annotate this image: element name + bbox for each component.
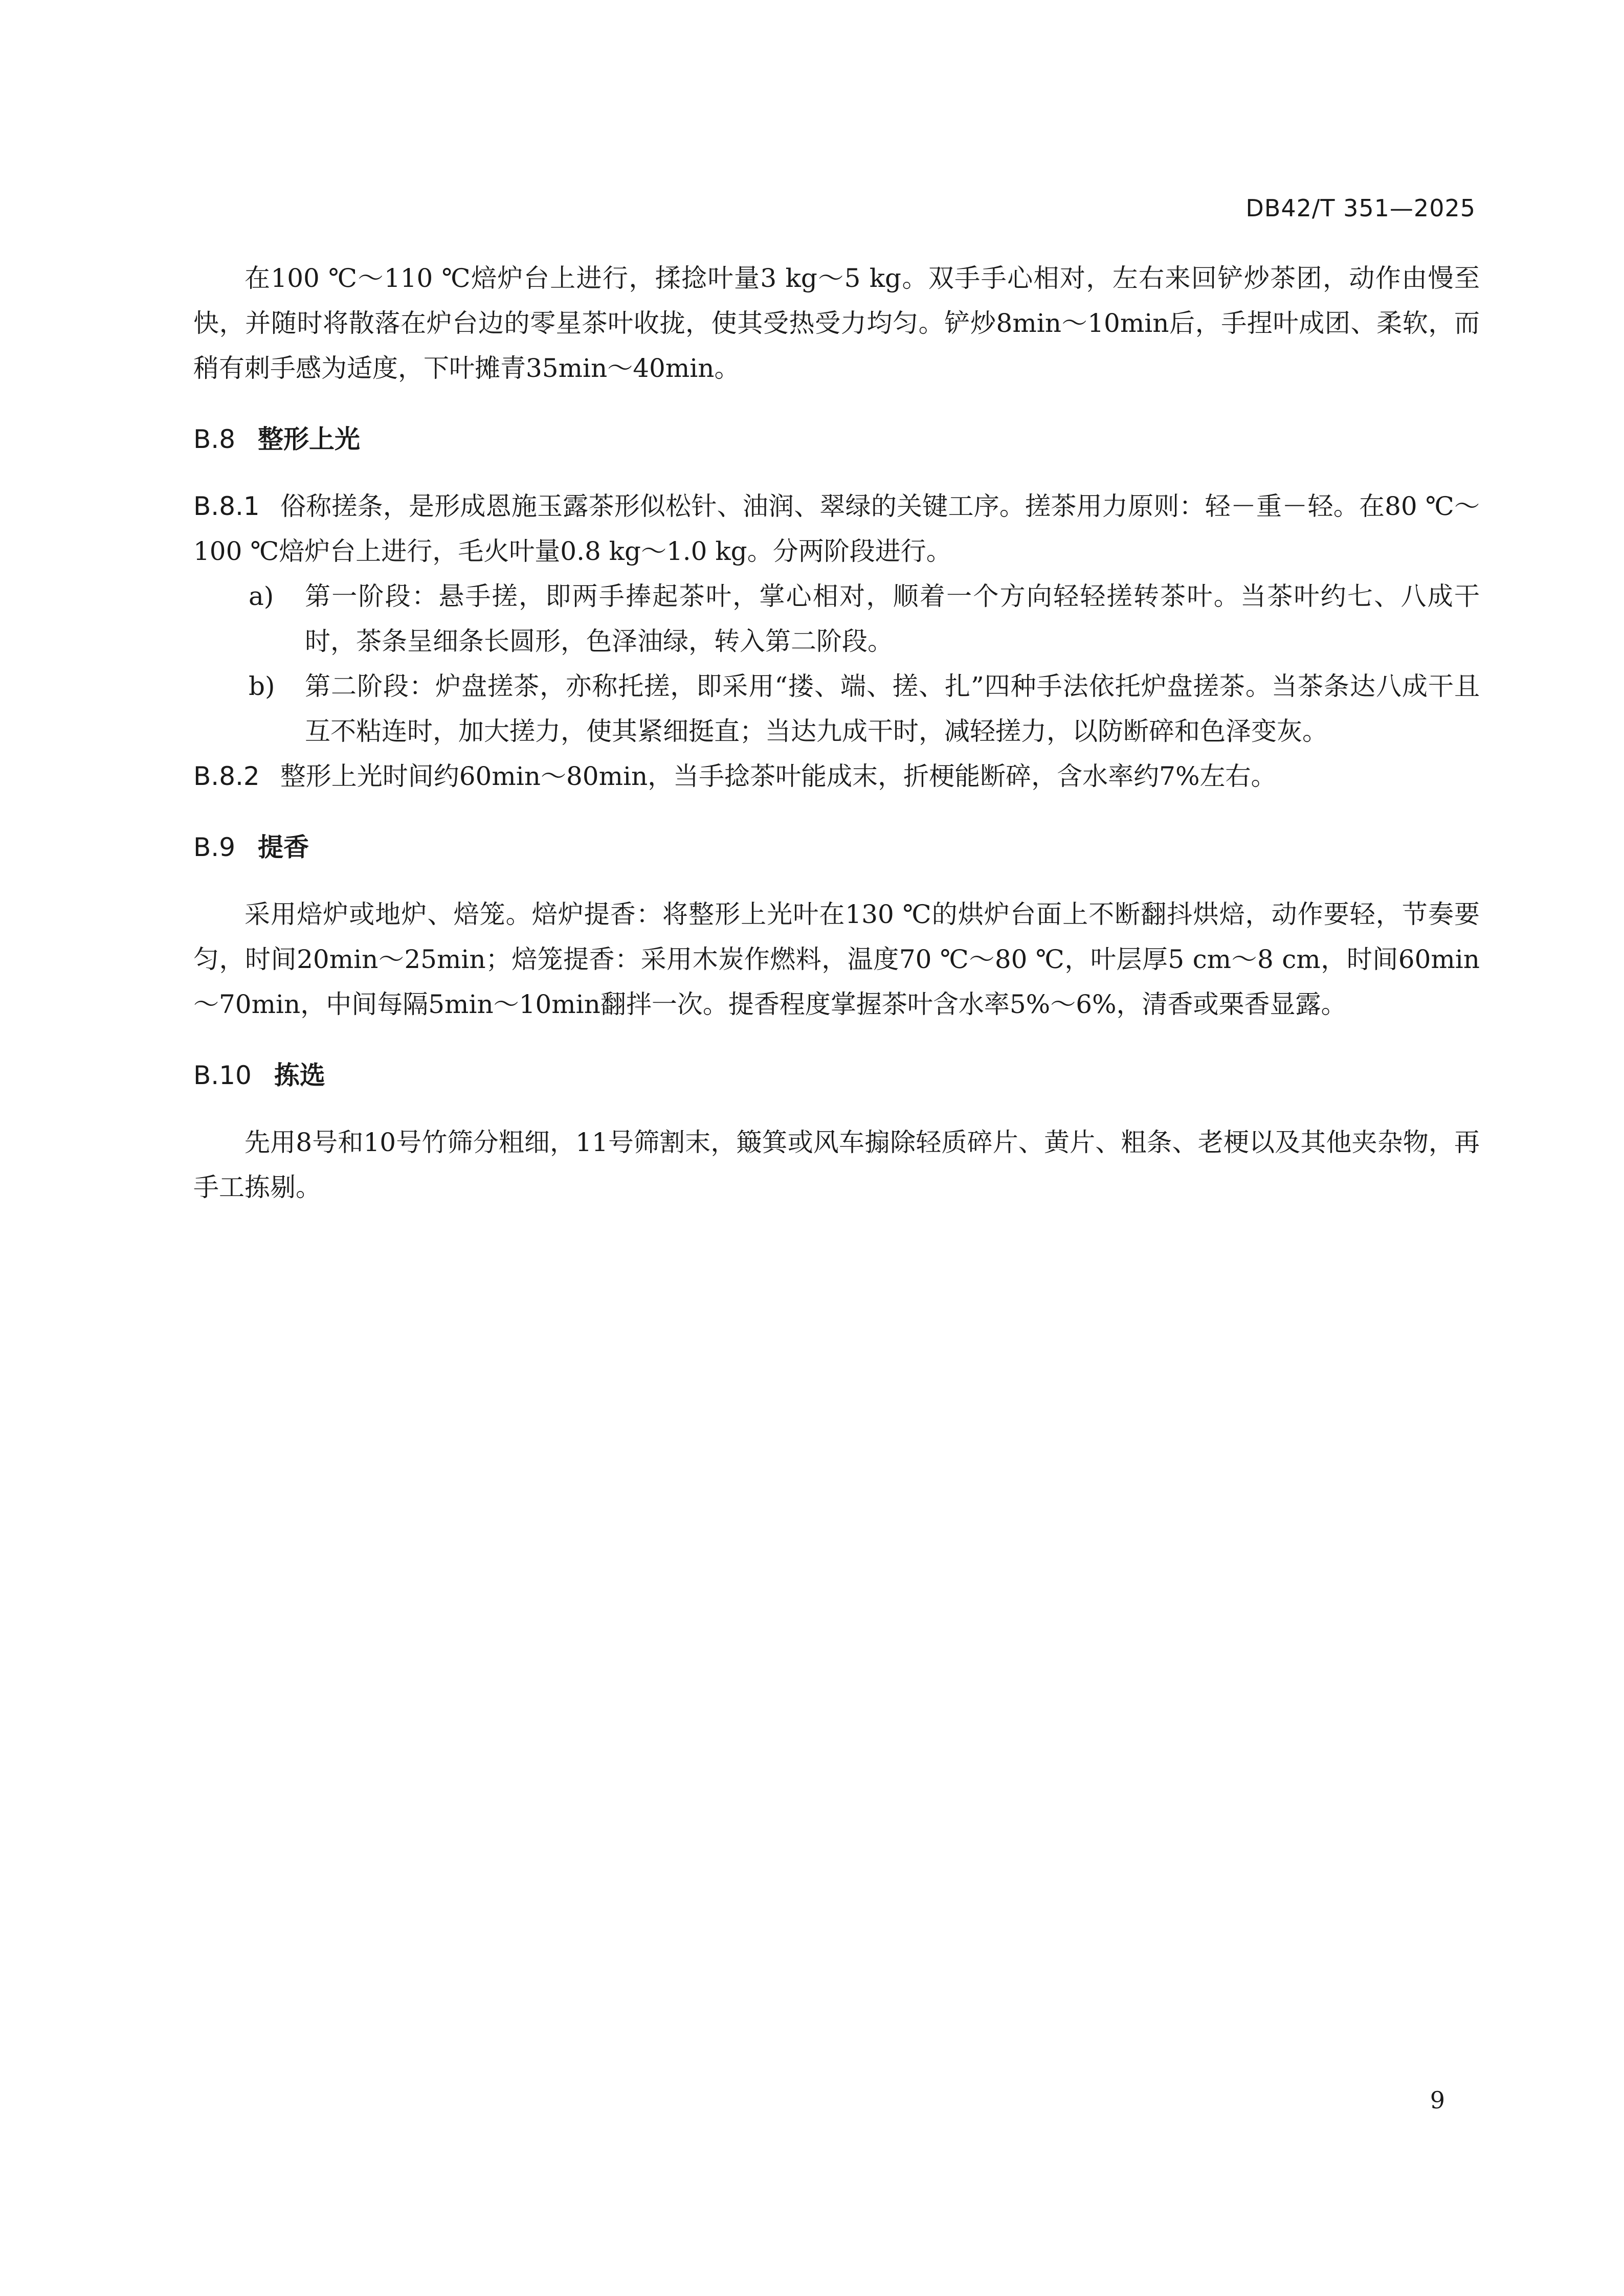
section-heading-b10 <box>193 1059 1480 1092</box>
document-id: DB42/T 351—2025 <box>1245 194 1476 222</box>
b9-paragraph: 采用焙炉或地炉、焙笼。焙炉提香：将整形上光叶在130 ℃的烘炉台面上不断翻抖烘焙，动作要轻，节奏要匀，时间20min～25min；焙笼提香：采用木炭作燃料，温度70 ℃～80 ℃，叶层厚5 cm～8 cm，时间60min～70min，中间每隔5min～10min翻拌一次。提香程度掌握茶叶含水率5%～6%，清香或栗香显露。 <box>193 899 1480 1019</box>
clause-text: 整形上光时间约60min～80min，当手捻茶叶能成末，折梗能断碎，含水率约7%左右。 <box>280 761 1277 791</box>
section-number: B.10 <box>193 1061 252 1090</box>
clause-b8-2 <box>193 754 1480 799</box>
list-item <box>193 664 1480 754</box>
section-title: 提香 <box>258 832 309 862</box>
list-marker: b) <box>249 671 275 701</box>
section-title: 拣选 <box>274 1061 325 1090</box>
clause-text: 俗称搓条，是形成恩施玉露茶形似松针、油润、翠绿的关键工序。搓茶用力原则：轻－重－轻。在80 ℃～100 ℃焙炉台上进行，毛火叶量0.8 kg～1.0 kg。分两阶段进行。 <box>193 491 1480 566</box>
clause-number: B.8.1 <box>193 491 260 521</box>
section-heading-b9 <box>193 830 1480 864</box>
stage-list <box>193 574 1480 754</box>
clause-number: B.8.2 <box>193 761 260 791</box>
section-number: B.8 <box>193 424 236 454</box>
page-number: 9 <box>1430 2086 1445 2114</box>
list-marker: a) <box>249 581 274 611</box>
list-item-text: 第二阶段：炉盘搓茶，亦称托搓，即采用“搂、端、搓、扎”四种手法依托炉盘搓茶。当茶条达八成干且互不粘连时，加大搓力，使其紧细挺直；当达九成干时，减轻搓力，以防断碎和色泽变灰。 <box>305 671 1480 746</box>
intro-paragraph: 在100 ℃～110 ℃焙炉台上进行，揉捻叶量3 kg～5 kg。双手手心相对，左右来回铲炒茶团，动作由慢至快，并随时将散落在炉台边的零星茶叶收拢，使其受热受力均匀。铲炒8min～10min后，手捏叶成团、柔软，而稍有刺手感为适度，下叶摊青35min～40min。 <box>193 263 1480 383</box>
list-item-text: 第一阶段：悬手搓，即两手捧起茶叶，掌心相对，顺着一个方向轻轻搓转茶叶。当茶叶约七、八成干时，茶条呈细条长圆形，色泽油绿，转入第二阶段。 <box>305 581 1480 656</box>
section-heading-b8 <box>193 422 1480 456</box>
list-item <box>193 574 1480 664</box>
section-title: 整形上光 <box>258 424 361 454</box>
section-number: B.9 <box>193 832 236 862</box>
clause-b8-1 <box>193 484 1480 574</box>
b10-paragraph: 先用8号和10号竹筛分粗细，11号筛割末，簸箕或风车搧除轻质碎片、黄片、粗条、老梗以及其他夹杂物，再手工拣剔。 <box>193 1128 1480 1202</box>
document-body <box>193 256 1480 1210</box>
